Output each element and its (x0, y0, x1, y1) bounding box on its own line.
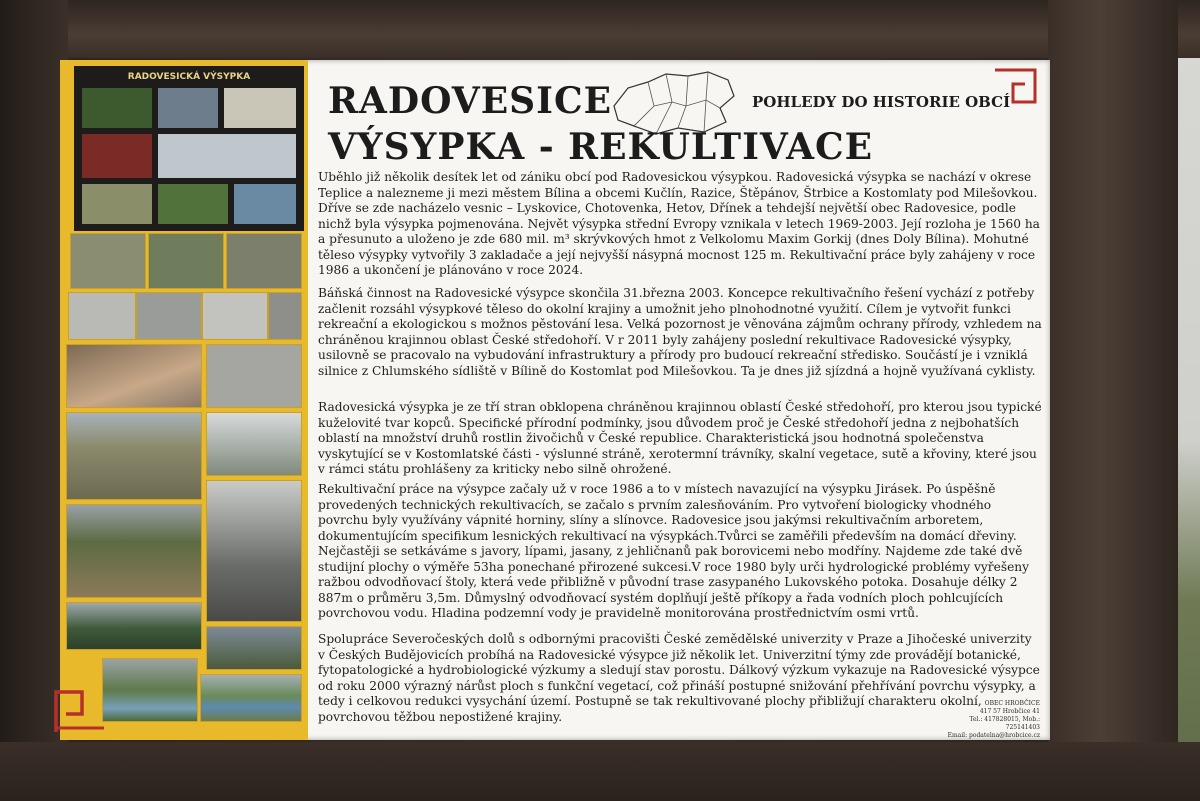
aerial-photo-2 (148, 233, 224, 289)
poster-chart-image (158, 88, 218, 128)
board-subtitle: VÝSYPKA - REKULTIVACE (328, 126, 874, 168)
aerial-photo-1 (70, 233, 146, 289)
poster-map-image (82, 88, 152, 128)
aerial-photo-3 (226, 233, 302, 289)
mine-photo-1 (66, 344, 202, 408)
poster-table-image (82, 134, 152, 178)
photo-strip (60, 60, 308, 740)
paragraph-history: Uběhlo již několik desítek let od zániku obcí pod Radovesickou výsypkou. Radovesická výsypka se nachází v okrese Teplice a nalezneme ji mezi městem Bílina a obcemi Kučlín, Razice, Štěpánov, Štrbice a Kostomlaty pod Milešovkou. Dříve se zde nacházelo vesnic – Lyskovice, Chotovenka, Hetov, Dřínek a tehdejší největší obec Radovesice, podle nichž byla výsypka pojmenována. Největ výsypka střední Evropy vznikala v letech 1969-2003. Její rozloha je 1560 ha a přesunuto a uloženo je zde 680 mil. m³ skrývkových hmot z Velkolomu Maxim Gorkij (dnes Doly Bílina). Mohutné těleso výsypky vytvořily 3 zakladače a její nejvyšší násypná mocnost 125 m. Rekultivační práce byly zahájeny v roce 1986 a ukončení je plánováno v roce 2024. (318, 170, 1040, 277)
poster-photo-1 (82, 184, 152, 224)
landscape-photo-2 (66, 504, 202, 598)
paragraph-nature: Radovesická výsypka je ze tří stran obklopena chráněnou krajinnou oblastí České středohoří, pro kterou jsou typické kuželovité tvar kopců. Specifické přírodní podmínky, jsou důvodem proč je České středohoří jedna z nejbohatších oblastí na množství druhů rostlin živočichů v České republice. Charakteristická jsou hodnotná společenstva vyskytující se v Kostomlatské části - výslunné stráně, xerotermní trávníky, skalní vegetace, sutě a křoviny, které jsou v rámci státu prohlášeny za kriticky nebo silně ohrožené. (318, 400, 1042, 476)
footer-line: 417 57 Hrobčice 41 (979, 708, 1040, 715)
poster-graph-image (158, 134, 296, 178)
historic-photo-3 (202, 292, 268, 340)
poster-diagram-image (224, 88, 296, 128)
paragraph-mining-end: Báňská činnost na Radovesické výsypce skončila 31.března 2003. Koncepce rekultivačního řešení vychází z potřeby začlenit rozsáhl výsypkové těleso do okolní krajiny a umožnit jeho plnohodnotné využití. Cílem je vytvořit funkci rekreační a ekologickou s možnos pěstování lesa. Velká pozornost je věnována zájmům ochrany přírody, vzhledem na chráněnou krajinnou oblast České středohoří. V r 2011 byly zahájeny poslední rekultivace Radovesické výsypky, usilovně se pracovalo na vybudování infrastruktury a přírody pro budoucí rekreační středisko. Součástí je i vzniklá silnice z Chlumského sídliště v Bílině do Kostomlat pod Milešovkou. Ta je dnes již sjízdná a hojně využívaná cyklisty. (318, 286, 1042, 378)
lake-photo-1 (102, 658, 198, 722)
footer-line: OBEC HROBČICE (984, 700, 1040, 707)
excavator-photo (206, 412, 302, 476)
wooden-frame-top (0, 0, 1200, 58)
footer-line: Tel.: 417828015, Mob.: 725141403 (969, 716, 1040, 731)
municipality-logo-icon (52, 688, 108, 734)
poster-photo-3 (234, 184, 296, 224)
historic-photo-1 (68, 292, 136, 340)
poster-thumbnail (74, 66, 304, 231)
background-landscape (1178, 0, 1200, 801)
historic-photo-4 (268, 292, 302, 340)
historic-photo-2 (136, 292, 202, 340)
village-photo (206, 344, 302, 408)
wooden-frame-bottom (0, 742, 1200, 801)
wooden-frame-right (1048, 0, 1178, 801)
landscape-photo-1 (66, 412, 202, 500)
board-title: RADOVESICE (328, 80, 613, 122)
footer-line: Email: podatelna@hrobcice.cz (947, 732, 1040, 739)
paragraph-reclamation: Rekultivační práce na výsypce začaly už v roce 1986 a to v místech navazující na výsypku Jirásek. Po úspěšně provedených technických rekultivacích, se začalo s prvním zalesňováním. Pro vytvoření biologicky vhodného povrchu byly využívány vápnité horniny, slíny a slínovce. Radovesice jsou jakýmsi rekultivačním arboretem, dokumentujícím specifikum lesnických rekultivací na výsypkách.Tvůrci se zaměřili především na domácí dřeviny. Nejčastěji se setkáváme s javory, lípami, jasany, z jehličnanů pak borovicemi nebo modříny. Najdeme zde také dvě studijní plochy o výměře 53ha ponechané přirozené sukcesi.V roce 1980 byly urči hydrologické problémy vyřešeny ražbou odvodňovací štoly, která vede přibližně v původní trase zasypaného Lukovského potoka. Dosahuje délky 2 887m o průměru 3,5m. Důmyslný odvodňovací systém doplňují ještě příkopy a řada vodních ploch pohlcujících povrchovou vodu. Hladina podzemní vody je pravidelně monitorována prostřednictvím osmi vrtů. (318, 482, 1030, 620)
wooden-frame-left (0, 0, 68, 801)
lake-photo-2 (200, 674, 302, 722)
conveyor-photo (206, 480, 302, 622)
poster-photo-2 (158, 184, 228, 224)
contact-footer (940, 700, 1040, 740)
series-label: POHLEDY DO HISTORIE OBCÍ (752, 93, 1011, 111)
poster-title: RADOVESICKÁ VÝSYPKA (127, 72, 251, 82)
paragraph-research: Spolupráce Severočeských dolů s odbornými pracovišti České zemědělské univerzity v Praze a Jihočeské univerzity v Českých Budějovicích probíhá na Radovesické výsypce již několik let. Univerzitní týmy zde provádějí botanické, fytopatologické a hydrobiologické výzkumy a sledují stav porostu. Dálkový výzkum vykazuje na Radovesické výsypce od roku 2000 výrazný nárůst ploch s funkční vegetací, což přináší postupné snižování přehřívání povrchu výsypky, a tedy i celkovou redukci vysychání území. Postupně se tak rekultivované plochy přibližují charakteru okolní, povrchovou těžbou nepostižené krajiny. (318, 632, 1040, 724)
machinery-photo (206, 626, 302, 670)
forest-photo (66, 602, 202, 650)
